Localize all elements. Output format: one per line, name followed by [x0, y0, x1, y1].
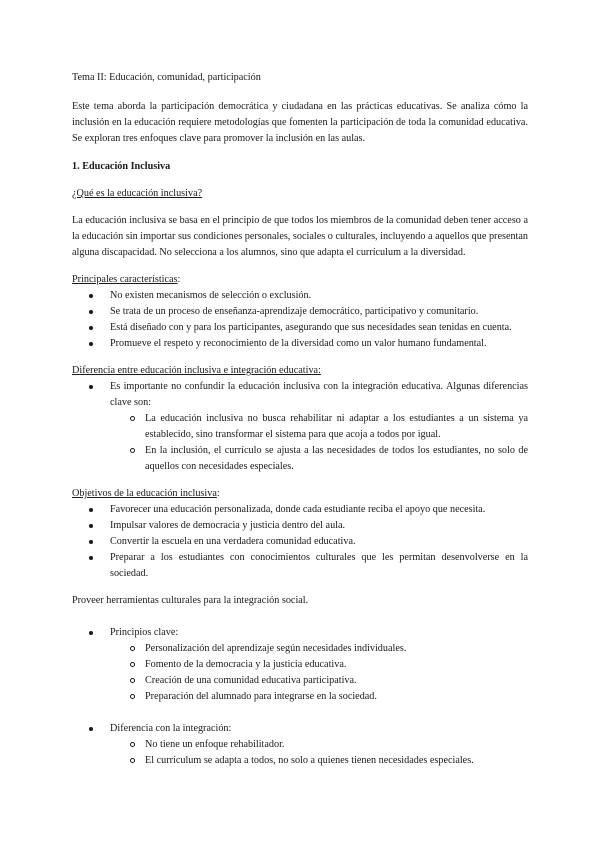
- integration-sublist: [110, 737, 528, 769]
- sublist-item: Fomento de la democracia y la justicia educativa.: [110, 657, 528, 673]
- sublist-item: En la inclusión, el currículo se ajusta a las necesidades de todos los estudiantes, no solo de aquellos con necesidades especiales.: [110, 443, 528, 475]
- objectives-list: [72, 502, 528, 582]
- list-item: Convertir la escuela en una verdadera comunidad educativa.: [72, 534, 528, 550]
- list-item: Promueve el respeto y reconocimiento de la diversidad como un valor humano fundamental.: [72, 336, 528, 352]
- list-item: Diferencia con la integración: No tiene un enfoque rehabilitador. El currículum se adapta a todos, no solo a quienes tienen necesidades especiales.: [72, 721, 528, 769]
- difference-label: Diferencia entre educación inclusiva e integración educativa:: [72, 365, 321, 376]
- principles-list: [72, 625, 528, 705]
- document-page: [72, 70, 528, 769]
- sublist-item: Personalización del aprendizaje según necesidades individuales.: [110, 641, 528, 657]
- characteristics-label: Principales características:: [72, 274, 181, 285]
- characteristics-list: [72, 288, 528, 352]
- section-heading: 1. Educación Inclusiva: [72, 161, 171, 172]
- list-item: Es importante no confundir la educación inclusiva con la integración educativa. Algunas diferencias clave son: La educación inclusiva no busca rehabilitar ni adaptar a los estudiantes a un sistema ya establecido, sino transformar el sistema para que acoja a todos por igual. En la inclusión, el currículo se ajusta a las necesidades de todos los estudiantes, no solo de aquellos con necesidades especiales.: [72, 379, 528, 475]
- sublist-item: El currículum se adapta a todos, no solo a quienes tienen necesidades especiales.: [110, 753, 528, 769]
- list-item: Preparar a los estudiantes con conocimientos culturales que les permitan desenvolverse en la sociedad.: [72, 550, 528, 582]
- principles-sublist: [110, 641, 528, 705]
- list-item: Impulsar valores de democracia y justicia dentro del aula.: [72, 518, 528, 534]
- list-item: Favorecer una educación personalizada, donde cada estudiante reciba el apoyo que necesita.: [72, 502, 528, 518]
- sublist-item: Preparación del alumnado para integrarse en la sociedad.: [110, 689, 528, 705]
- objectives-label: Objetivos de la educación inclusiva:: [72, 488, 220, 499]
- sublist-item: No tiene un enfoque rehabilitador.: [110, 737, 528, 753]
- intro-paragraph: Este tema aborda la participación democrática y ciudadana en las prácticas educativas. Se analiza cómo la inclusión en la educación requiere metodologías que fomenten la participación de toda la comunidad educativa. Se exploran tres enfoques clave para promover la inclusión en las aulas.: [72, 101, 528, 144]
- list-item: Se trata de un proceso de enseñanza-aprendizaje democrático, participativo y comunitario.: [72, 304, 528, 320]
- sublist-item: Creación de una comunidad educativa participativa.: [110, 673, 528, 689]
- what-is-label: ¿Qué es la educación inclusiva?: [72, 188, 203, 199]
- difference-list: [72, 379, 528, 475]
- list-item: No existen mecanismos de selección o exclusión.: [72, 288, 528, 304]
- difference-sublist: [110, 411, 528, 475]
- list-item: Está diseñado con y para los participantes, asegurando que sus necesidades sean tenidas en cuenta.: [72, 320, 528, 336]
- integration-list: [72, 721, 528, 769]
- list-item: Principios clave: Personalización del aprendizaje según necesidades individuales. Fomento de la democracia y la justicia educativa. Creación de una comunidad educativa participativa. Preparación del alumnado para integrarse en la sociedad.: [72, 625, 528, 705]
- tools-line: Proveer herramientas culturales para la integración social.: [72, 595, 309, 606]
- sublist-item: La educación inclusiva no busca rehabilitar ni adaptar a los estudiantes a un sistema ya establecido, sino transformar el sistema para que acoja a todos por igual.: [110, 411, 528, 443]
- what-is-paragraph: La educación inclusiva se basa en el principio de que todos los miembros de la comunidad deben tener acceso a la educación sin importar sus condiciones personales, sociales o culturales, incluyendo a aquellos que presentan alguna discapacidad. No selecciona a los alumnos, sino que adapta el currículum a la diversidad.: [72, 215, 528, 258]
- topic-line: Tema II: Educación, comunidad, participación: [72, 72, 261, 83]
